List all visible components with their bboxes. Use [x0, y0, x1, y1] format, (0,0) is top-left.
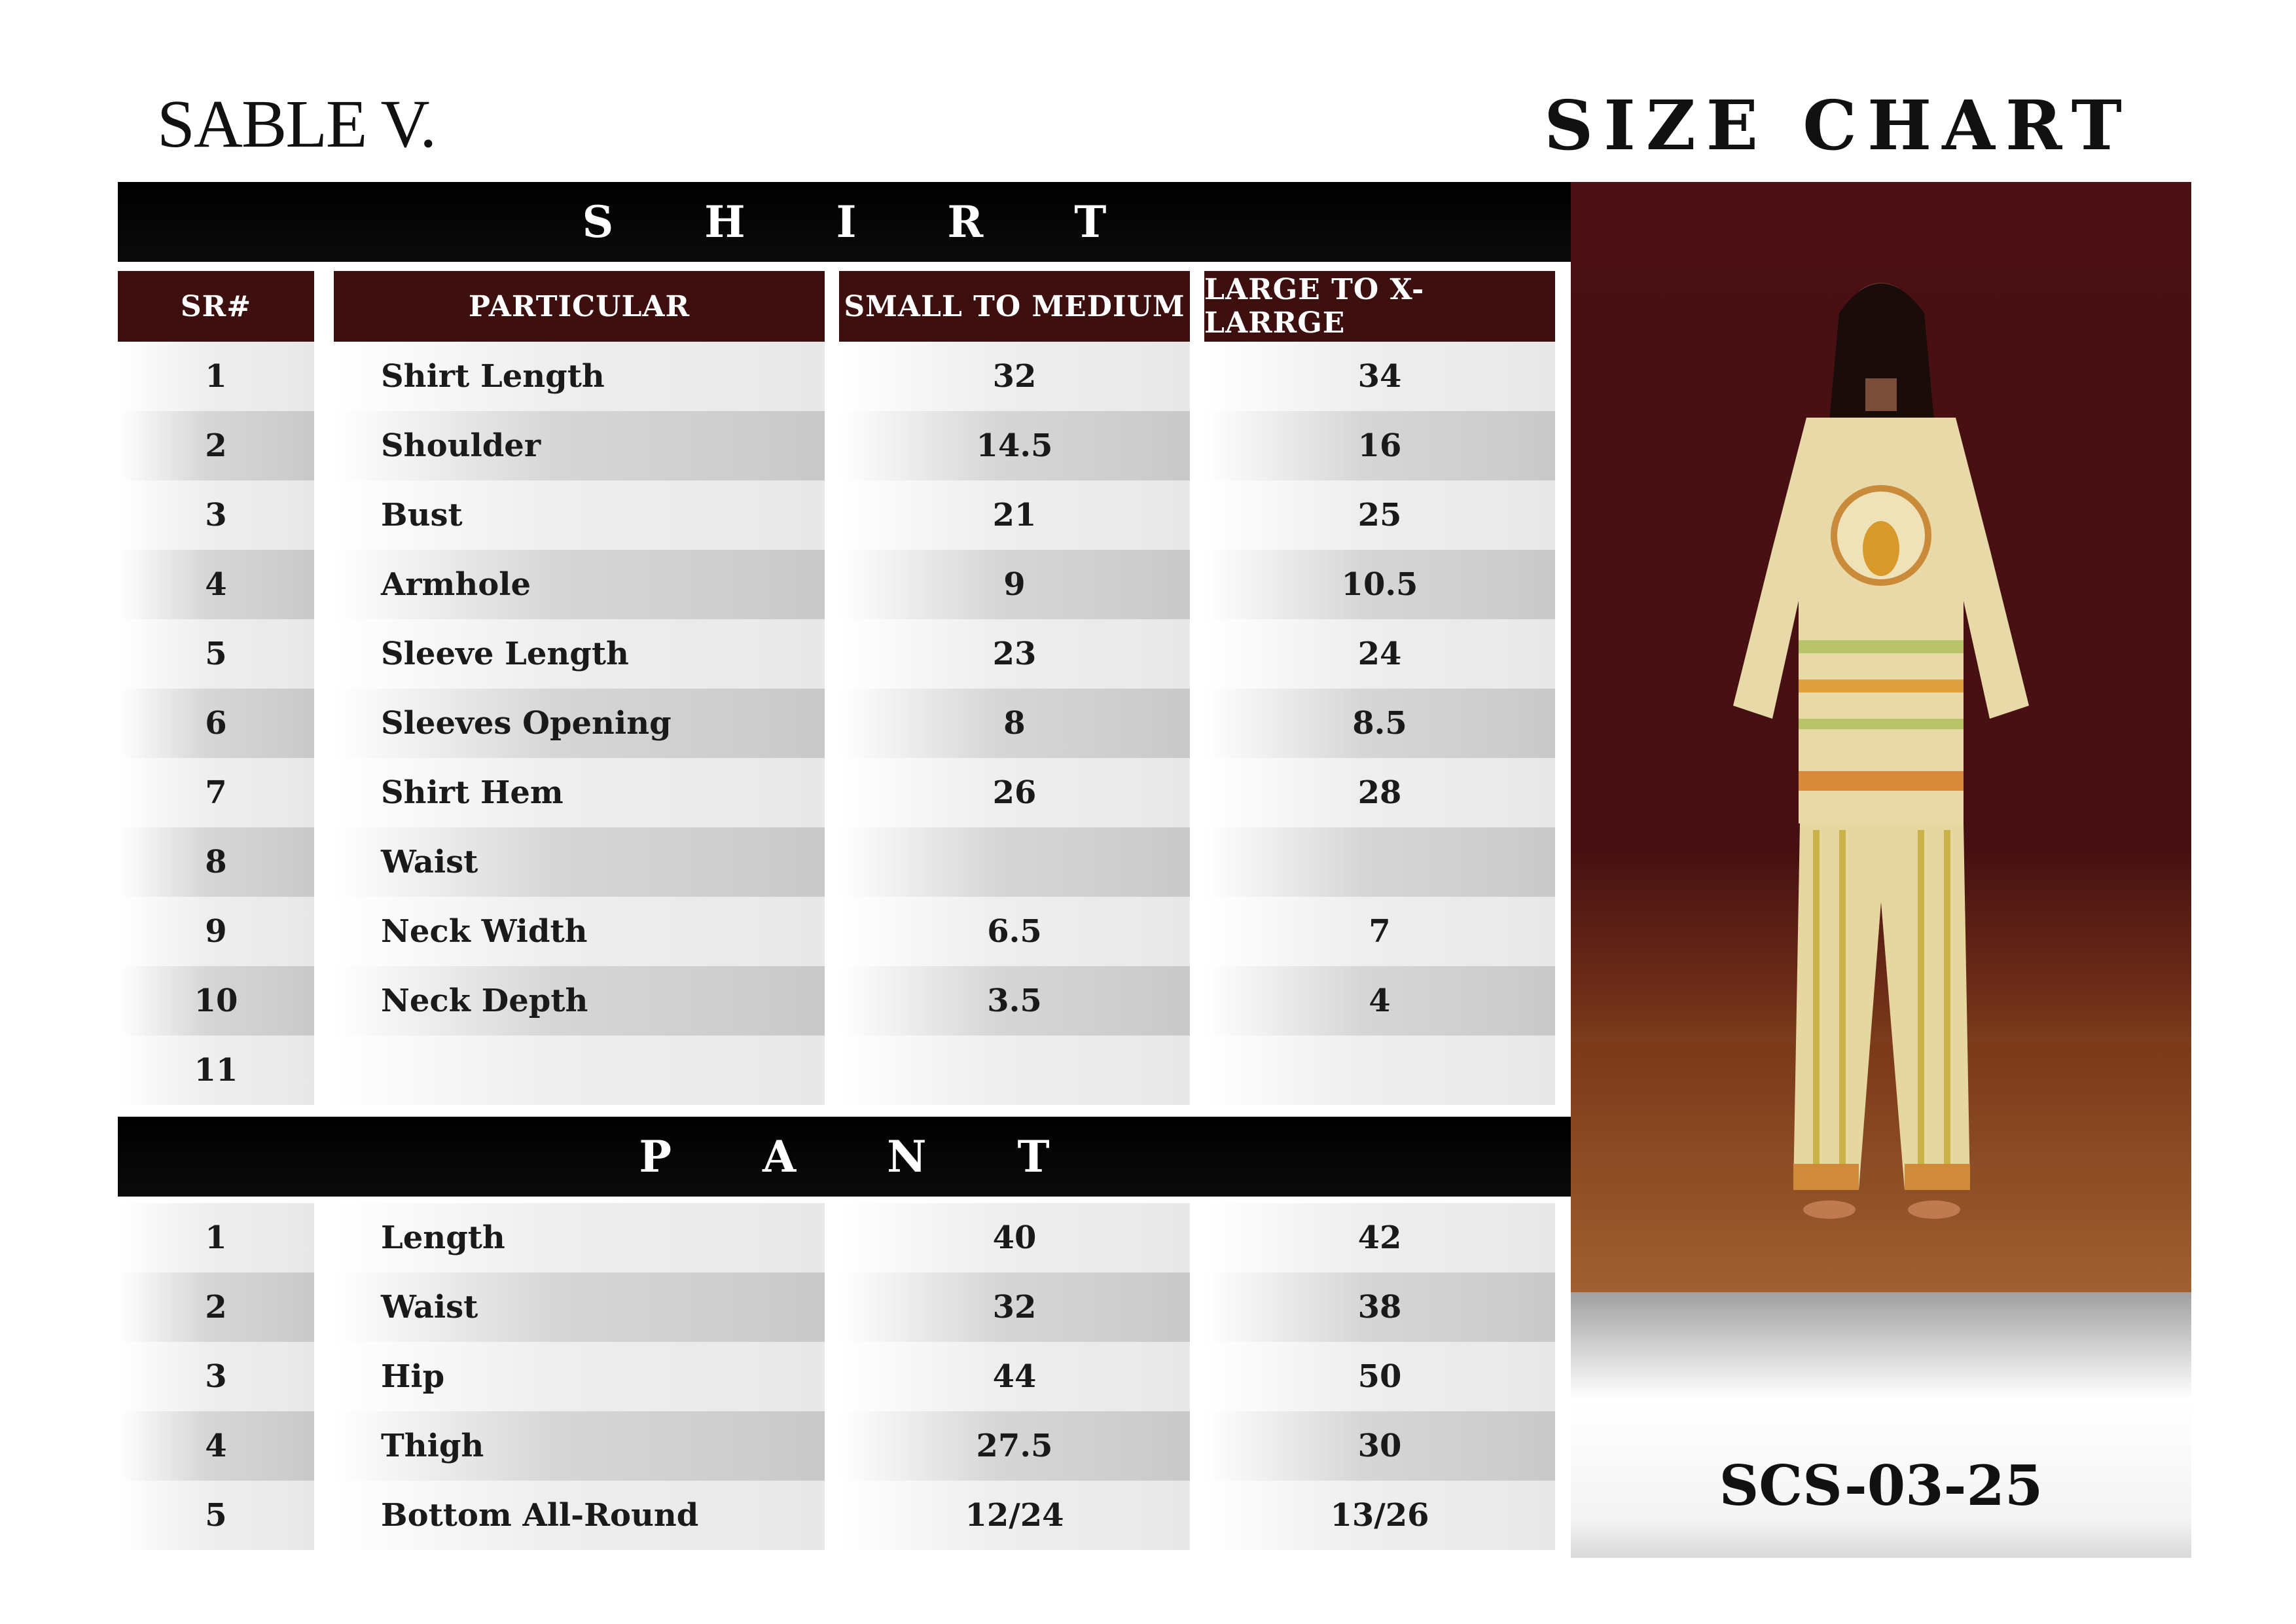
table-row — [0, 689, 1571, 758]
sr-cell: 2 — [118, 1272, 314, 1342]
small-to-medium-cell: 40 — [839, 1203, 1190, 1272]
header-large-to-x-large: LARGE TO X-LARRGE — [1204, 271, 1555, 342]
table-row — [0, 827, 1571, 897]
sr-cell: 1 — [118, 1203, 314, 1272]
pant-section-bar: P A N T — [118, 1117, 1571, 1197]
particular-cell: Sleeves Opening — [334, 689, 825, 758]
table-row — [0, 1342, 1571, 1411]
large-to-x-large-cell: 8.5 — [1204, 689, 1555, 758]
small-to-medium-cell: 23 — [839, 619, 1190, 689]
sr-cell: 8 — [118, 827, 314, 897]
sr-cell: 3 — [118, 480, 314, 550]
small-to-medium-cell: 3.5 — [839, 966, 1190, 1036]
small-to-medium-cell: 8 — [839, 689, 1190, 758]
sr-cell: 2 — [118, 411, 314, 480]
table-row — [0, 1272, 1571, 1342]
small-to-medium-cell: 44 — [839, 1342, 1190, 1411]
small-to-medium-cell — [839, 827, 1190, 897]
table-row — [0, 550, 1571, 619]
sr-cell: 10 — [118, 966, 314, 1036]
particular-cell: Shirt Hem — [334, 758, 825, 827]
pant-table — [0, 1203, 1571, 1550]
table-row — [0, 342, 1571, 411]
sr-cell: 1 — [118, 342, 314, 411]
sr-cell: 11 — [118, 1036, 314, 1105]
large-to-x-large-cell: 38 — [1204, 1272, 1555, 1342]
large-to-x-large-cell: 13/26 — [1204, 1481, 1555, 1550]
particular-cell: Thigh — [334, 1411, 825, 1481]
sr-cell: 9 — [118, 897, 314, 966]
small-to-medium-cell: 9 — [839, 550, 1190, 619]
sr-cell: 3 — [118, 1342, 314, 1411]
brand-logo: SABLE V. — [157, 86, 436, 162]
shirt-section-bar: S H I R T — [118, 182, 1571, 262]
large-to-x-large-cell: 16 — [1204, 411, 1555, 480]
particular-cell: Hip — [334, 1342, 825, 1411]
particular-cell: Waist — [334, 1272, 825, 1342]
particular-cell: Length — [334, 1203, 825, 1272]
particular-cell — [334, 1036, 825, 1105]
table-row — [0, 897, 1571, 966]
large-to-x-large-cell — [1204, 827, 1555, 897]
particular-cell: Shirt Length — [334, 342, 825, 411]
small-to-medium-cell: 32 — [839, 342, 1190, 411]
table-row — [0, 966, 1571, 1036]
sr-cell: 7 — [118, 758, 314, 827]
large-to-x-large-cell: 34 — [1204, 342, 1555, 411]
small-to-medium-cell: 27.5 — [839, 1411, 1190, 1481]
photo-fade-panel — [1571, 1292, 2191, 1558]
particular-cell: Sleeve Length — [334, 619, 825, 689]
small-to-medium-cell: 32 — [839, 1272, 1190, 1342]
large-to-x-large-cell: 25 — [1204, 480, 1555, 550]
sr-cell: 4 — [118, 550, 314, 619]
table-row — [0, 480, 1571, 550]
sr-cell: 5 — [118, 619, 314, 689]
small-to-medium-cell — [839, 1036, 1190, 1105]
shirt-table — [0, 342, 1571, 1105]
small-to-medium-cell: 6.5 — [839, 897, 1190, 966]
header-sr: SR# — [118, 271, 314, 342]
small-to-medium-cell: 14.5 — [839, 411, 1190, 480]
particular-cell: Waist — [334, 827, 825, 897]
large-to-x-large-cell: 28 — [1204, 758, 1555, 827]
table-row — [0, 1481, 1571, 1550]
model-figure-image — [1571, 182, 2191, 1292]
table-row — [0, 758, 1571, 827]
large-to-x-large-cell: 30 — [1204, 1411, 1555, 1481]
particular-cell: Bottom All-Round — [334, 1481, 825, 1550]
header-particular: PARTICULAR — [334, 271, 825, 342]
sr-cell: 5 — [118, 1481, 314, 1550]
table-row — [0, 1203, 1571, 1272]
header-small-to-medium: SMALL TO MEDIUM — [839, 271, 1190, 342]
particular-cell: Shoulder — [334, 411, 825, 480]
large-to-x-large-cell: 4 — [1204, 966, 1555, 1036]
large-to-x-large-cell — [1204, 1036, 1555, 1105]
large-to-x-large-cell: 10.5 — [1204, 550, 1555, 619]
table-row — [0, 411, 1571, 480]
table-row — [0, 1411, 1571, 1481]
table-row — [0, 1036, 1571, 1105]
page-title: SIZE CHART — [1544, 85, 2132, 166]
large-to-x-large-cell: 42 — [1204, 1203, 1555, 1272]
particular-cell: Bust — [334, 480, 825, 550]
small-to-medium-cell: 21 — [839, 480, 1190, 550]
large-to-x-large-cell: 7 — [1204, 897, 1555, 966]
small-to-medium-cell: 12/24 — [839, 1481, 1190, 1550]
particular-cell: Armhole — [334, 550, 825, 619]
small-to-medium-cell: 26 — [839, 758, 1190, 827]
large-to-x-large-cell: 24 — [1204, 619, 1555, 689]
product-code: SCS-03-25 — [1719, 1453, 2043, 1518]
large-to-x-large-cell: 50 — [1204, 1342, 1555, 1411]
model-photo — [1571, 182, 2191, 1292]
sr-cell: 4 — [118, 1411, 314, 1481]
sr-cell: 6 — [118, 689, 314, 758]
table-row — [0, 619, 1571, 689]
particular-cell: Neck Depth — [334, 966, 825, 1036]
particular-cell: Neck Width — [334, 897, 825, 966]
